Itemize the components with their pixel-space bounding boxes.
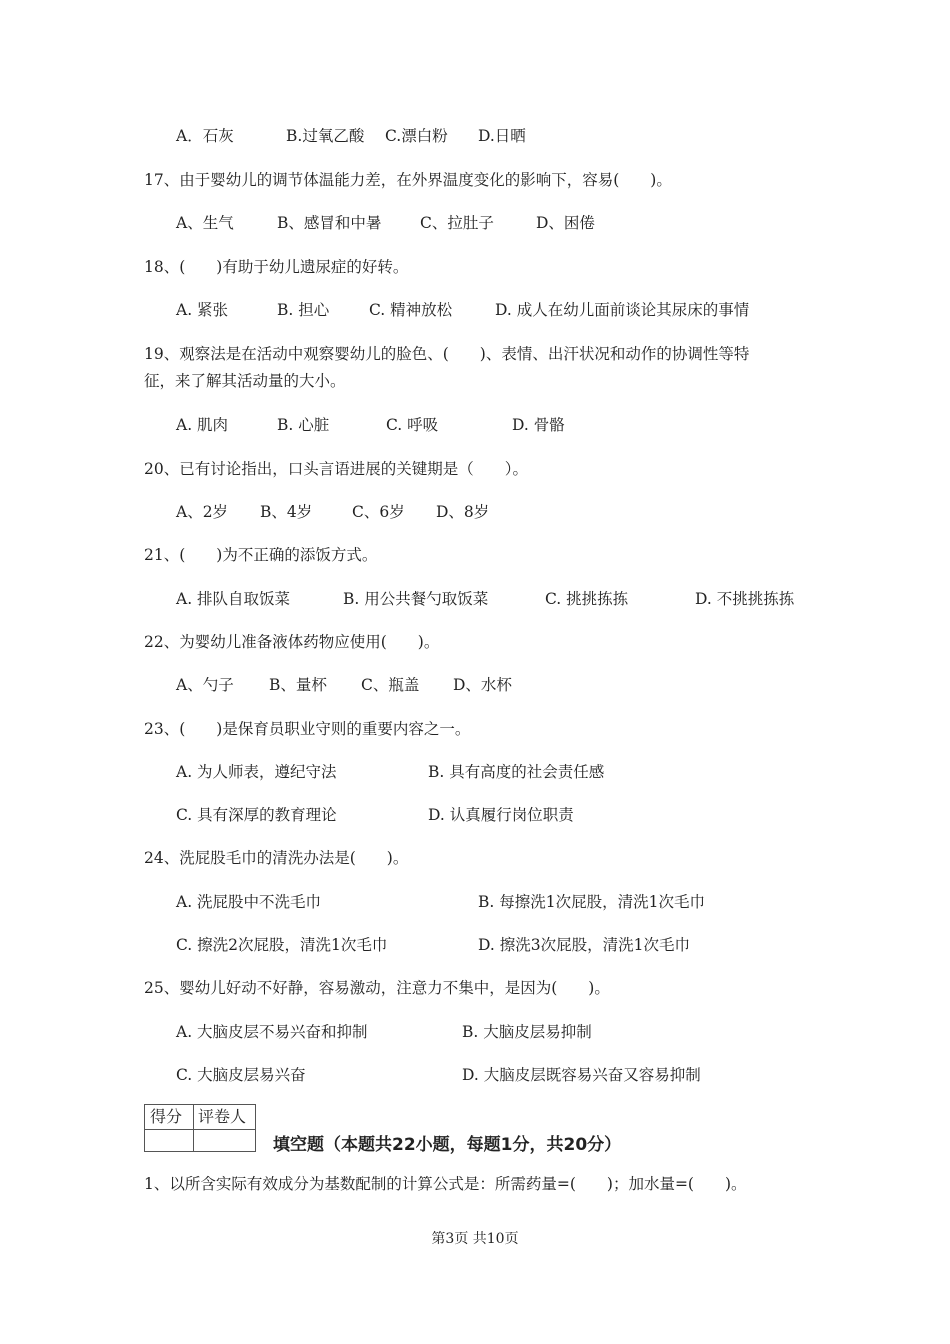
- option-c: C. 擦洗2次屁股，清洗1次毛巾: [176, 936, 388, 954]
- question-21-stem: 21、( )为不正确的添饭方式。: [144, 546, 378, 564]
- option-a: A．石灰: [176, 127, 234, 145]
- option-b: B. 大脑皮层易抑制: [462, 1023, 592, 1041]
- question-23-stem: 23、( )是保育员职业守则的重要内容之一。: [144, 720, 471, 738]
- question-20-stem: 20、已有讨论指出，口头言语进展的关键期是（ ）。: [144, 460, 528, 478]
- option-c: C.漂白粉: [385, 127, 448, 145]
- option-c: C、瓶盖: [361, 676, 420, 694]
- fill-question-1: 1、以所含实际有效成分为基数配制的计算公式是：所需药量=( )；加水量=( )。: [144, 1175, 747, 1193]
- divider: [193, 1105, 194, 1151]
- question-19-stem-line1: 19、观察法是在活动中观察婴幼儿的脸色、( )、表情、出汗状况和动作的协调性等特: [144, 345, 750, 363]
- option-d: D. 认真履行岗位职责: [428, 806, 574, 824]
- option-d: D、8岁: [436, 503, 490, 521]
- option-a: A. 洗屁股中不洗毛巾: [176, 893, 322, 911]
- option-c: C、6岁: [352, 503, 405, 521]
- section-title: 填空题（本题共22小题，每题1分，共20分）: [273, 1135, 622, 1155]
- question-17-stem: 17、由于婴幼儿的调节体温能力差，在外界温度变化的影响下，容易( )。: [144, 171, 672, 189]
- question-19-stem-line2: 征，来了解其活动量的大小。: [144, 372, 346, 390]
- option-a: A. 大脑皮层不易兴奋和抑制: [176, 1023, 368, 1041]
- option-b: B、4岁: [260, 503, 313, 521]
- option-d: D、水杯: [453, 676, 512, 694]
- option-d: D. 不挑挑拣拣: [695, 590, 795, 608]
- score-grader-box: [144, 1104, 256, 1152]
- option-c: C. 具有深厚的教育理论: [176, 806, 337, 824]
- option-a: A. 为人师表，遵纪守法: [176, 763, 337, 781]
- option-b: B、感冒和中暑: [277, 214, 382, 232]
- question-25-stem: 25、婴幼儿好动不好静，容易激动，注意力不集中，是因为( )。: [144, 979, 610, 997]
- question-22-stem: 22、为婴幼儿准备液体药物应使用( )。: [144, 633, 440, 651]
- option-a: A. 紧张: [176, 301, 229, 319]
- score-label: 得分: [150, 1107, 183, 1126]
- option-d: D. 成人在幼儿面前谈论其尿床的事情: [495, 301, 750, 319]
- option-a: A、2岁: [176, 503, 229, 521]
- option-b: B. 每擦洗1次屁股，清洗1次毛巾: [478, 893, 705, 911]
- option-d: D. 大脑皮层既容易兴奋又容易抑制: [462, 1066, 701, 1084]
- option-b: B、量杯: [269, 676, 327, 694]
- option-a: A. 排队自取饭菜: [176, 590, 291, 608]
- option-c: C. 大脑皮层易兴奋: [176, 1066, 306, 1084]
- divider: [145, 1129, 255, 1130]
- option-a: A. 肌肉: [176, 416, 229, 434]
- option-c: C. 精神放松: [369, 301, 453, 319]
- option-b: B. 具有高度的社会责任感: [428, 763, 605, 781]
- option-a: A、勺子: [176, 676, 234, 694]
- question-24-stem: 24、洗屁股毛巾的清洗办法是( )。: [144, 849, 409, 867]
- option-d: D、困倦: [536, 214, 595, 232]
- option-a: A、生气: [176, 214, 234, 232]
- option-b: B. 担心: [277, 301, 330, 319]
- option-d: D. 擦洗3次屁股，清洗1次毛巾: [478, 936, 690, 954]
- option-b: B.过氧乙酸: [286, 127, 365, 145]
- option-b: B. 心脏: [277, 416, 330, 434]
- option-c: C. 挑挑拣拣: [545, 590, 629, 608]
- grader-label: 评卷人: [198, 1107, 247, 1126]
- option-c: C、拉肚子: [420, 214, 494, 232]
- option-c: C. 呼吸: [386, 416, 439, 434]
- page-footer: 第3页 共10页: [431, 1231, 519, 1247]
- option-b: B. 用公共餐勺取饭菜: [343, 590, 489, 608]
- question-18-stem: 18、( )有助于幼儿遗尿症的好转。: [144, 258, 409, 276]
- option-d: D.日晒: [478, 127, 526, 145]
- option-d: D. 骨骼: [512, 416, 565, 434]
